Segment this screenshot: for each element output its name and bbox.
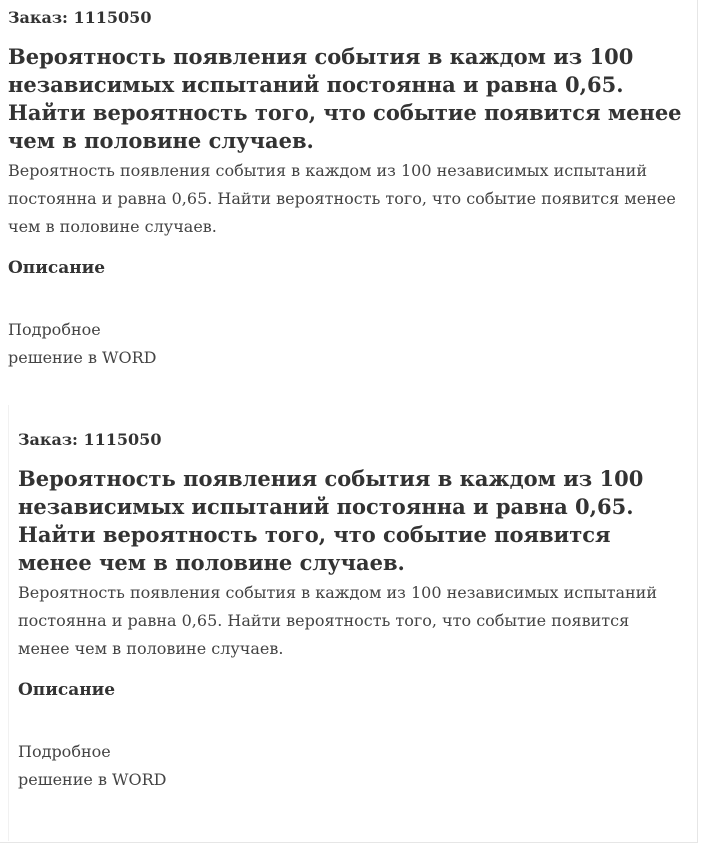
order-number: Заказ: 1115050 bbox=[18, 430, 162, 449]
order-body: Вероятность появления события в каждом из 100 независимых испытаний постоянна и равна 0,65. Найти вероятность того, что событие появится менее чем в половине случаев. bbox=[18, 583, 658, 658]
description bbox=[18, 738, 684, 794]
order-title: Вероятность появления события в каждом из 100 независимых испытаний постоянна и равна 0,65. Найти вероятность того, что событие появится менее чем в половине случаев. bbox=[18, 466, 644, 575]
order-title: Вероятность появления события в каждом из 100 независимых испытаний постоянна и равна 0,65. Найти вероятность того, что событие появится менее чем в половине случаев. bbox=[8, 44, 682, 153]
order-block-2 bbox=[18, 430, 684, 794]
description-line: решение в WORD bbox=[18, 770, 167, 789]
description-line: Подробное bbox=[18, 742, 111, 761]
description bbox=[8, 316, 694, 372]
order-body: Вероятность появления события в каждом из 100 независимых испытаний постоянна и равна 0,65. Найти вероятность того, что событие появится менее чем в половине случаев. bbox=[8, 161, 676, 236]
description-line: решение в WORD bbox=[8, 348, 157, 367]
order-number: Заказ: 1115050 bbox=[8, 8, 152, 27]
order-block-1 bbox=[8, 8, 694, 372]
description-heading: Описание bbox=[8, 258, 106, 278]
description-heading: Описание bbox=[18, 680, 116, 700]
description-line: Подробное bbox=[8, 320, 101, 339]
